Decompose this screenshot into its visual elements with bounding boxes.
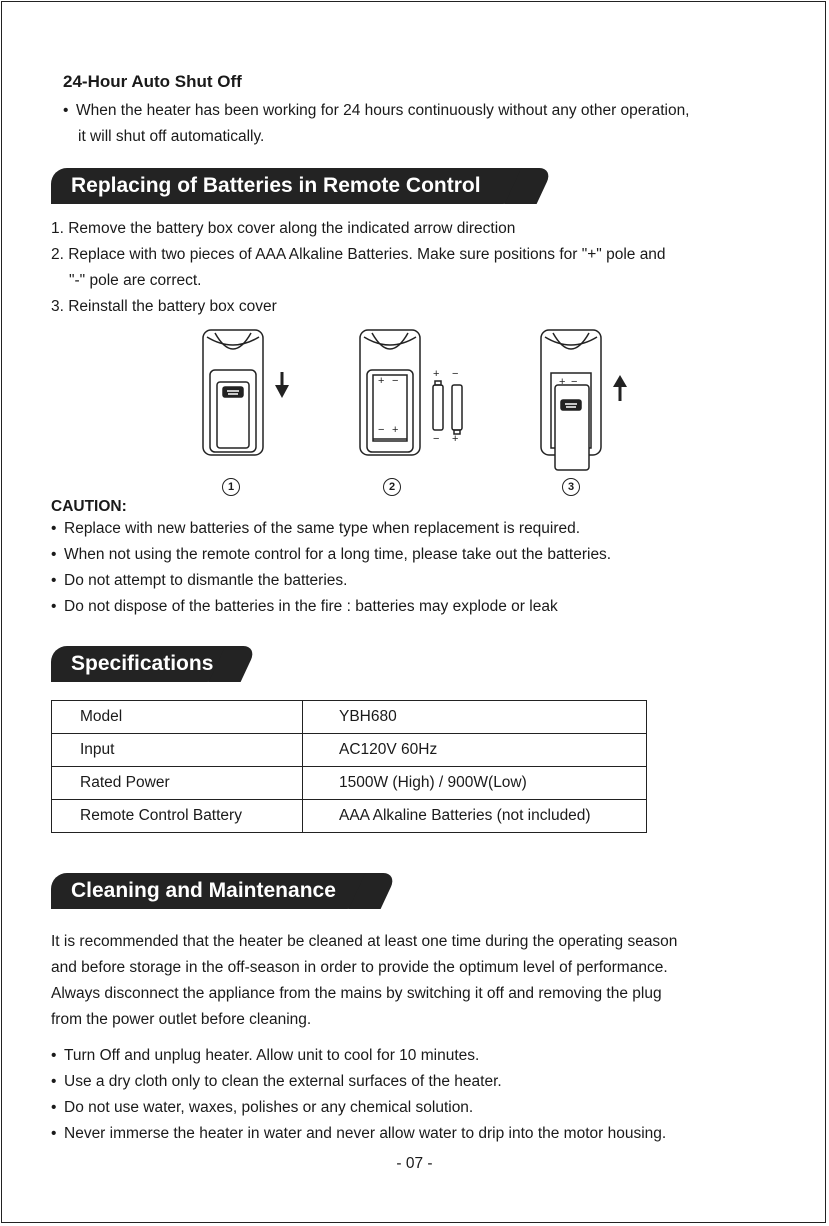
auto-shutoff-text-2: it will shut off automatically. — [78, 128, 265, 145]
batteries-banner-title: Replacing of Batteries in Remote Control — [71, 174, 481, 197]
cleaning-item: • Do not use water, waxes, polishes or any chemical solution. — [51, 1099, 474, 1116]
spec-value: AC120V 60Hz — [303, 734, 647, 767]
step-number-2: 2 — [383, 478, 401, 496]
cleaning-item: • Never immerse the heater in water and never allow water to drip into the motor housing. — [51, 1125, 667, 1142]
auto-shutoff-bullet — [63, 102, 690, 120]
cleaning-paragraph: It is recommended that the heater be cleaned at least one time during the operating season and before storage in the off-season in order to provide the optimum level of performance. Always disconnect the appliance from the mains by switching it off and removing the plug from the power outlet before cleaning. — [51, 933, 678, 1028]
specifications-banner — [51, 646, 233, 682]
bullet-dot: • — [63, 102, 69, 119]
cleaning-banner-title: Cleaning and Maintenance — [71, 879, 336, 902]
remote-1-illustration — [203, 330, 263, 455]
specifications-banner-title: Specifications — [71, 652, 214, 675]
remote-3-illustration — [541, 330, 601, 470]
table-row — [52, 734, 647, 767]
spec-label: Model — [52, 701, 303, 734]
battery-step-1: 1. Remove the battery box cover along the indicated arrow direction — [51, 220, 516, 237]
svg-text:+: + — [452, 433, 459, 445]
caution-item: • Do not dispose of the batteries in the fire : batteries may explode or leak — [51, 598, 558, 615]
caution-heading: CAUTION: — [51, 498, 127, 515]
spec-label: Rated Power — [52, 767, 303, 800]
specifications-table — [51, 700, 647, 833]
battery-step-3: 3. Reinstall the battery box cover — [51, 298, 277, 315]
svg-text:−: − — [433, 433, 440, 445]
table-row — [52, 701, 647, 734]
svg-text:−: − — [452, 368, 459, 380]
caution-item: • When not using the remote control for a long time, please take out the batteries. — [51, 546, 612, 563]
battery-step-2-line-2: "-" pole are correct. — [69, 272, 202, 289]
caution-item: • Replace with new batteries of the same type when replacement is required. — [51, 520, 581, 537]
battery-step-2-line-1: 2. Replace with two pieces of AAA Alkaline Batteries. Make sure positions for "+" pole and — [51, 246, 666, 263]
svg-text:+: + — [392, 424, 399, 436]
battery-replacement-illustration — [195, 325, 645, 495]
svg-text:+: + — [433, 368, 440, 380]
step-number-1: 1 — [222, 478, 240, 496]
cleaning-item: • Use a dry cloth only to clean the external surfaces of the heater. — [51, 1073, 502, 1090]
spec-value: 1500W (High) / 900W(Low) — [303, 767, 647, 800]
step-number-3: 3 — [562, 478, 580, 496]
svg-text:+: + — [559, 376, 566, 388]
svg-text:+: + — [378, 375, 385, 387]
spec-label: Input — [52, 734, 303, 767]
svg-text:−: − — [571, 376, 578, 388]
spec-label: Remote Control Battery — [52, 800, 303, 833]
batteries-banner — [51, 168, 529, 204]
auto-shutoff-text-1: When the heater has been working for 24 hours continuously without any other operation, — [76, 102, 690, 119]
cleaning-banner — [51, 873, 373, 909]
spec-value: YBH680 — [303, 701, 647, 734]
spec-value: AAA Alkaline Batteries (not included) — [303, 800, 647, 833]
table-row — [52, 767, 647, 800]
cleaning-item: • Turn Off and unplug heater. Allow unit to cool for 10 minutes. — [51, 1047, 480, 1064]
page-number: - 07 - — [396, 1155, 433, 1172]
caution-item: • Do not attempt to dismantle the batteries. — [51, 572, 348, 589]
remote-2-illustration — [360, 330, 420, 455]
auto-shutoff-heading: 24-Hour Auto Shut Off — [63, 72, 242, 91]
svg-text:−: − — [378, 424, 385, 436]
table-row — [52, 800, 647, 833]
svg-text:−: − — [392, 375, 399, 387]
